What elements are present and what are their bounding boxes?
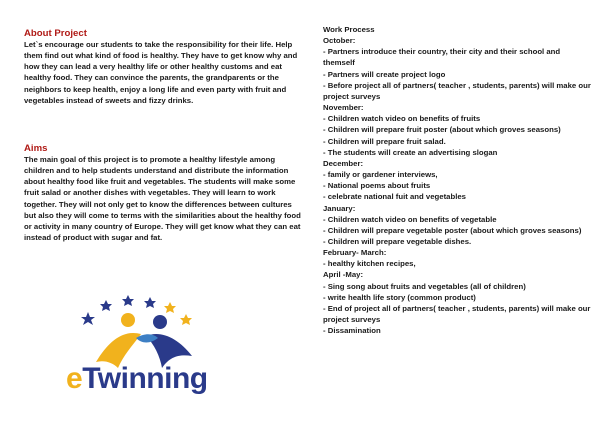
work-process-item: - Partners introduce their country, their city and their school and themself <box>323 47 561 68</box>
work-process-item: - celebrate national fuit and vegetables <box>323 192 466 202</box>
work-process-item: - Partners will create project logo <box>323 69 446 79</box>
work-process-item: - Dissamination <box>323 326 381 336</box>
work-process-item: - Children will prepare vegetable dishes. <box>323 236 472 246</box>
work-process-item: - Before project all of partners( teacher , students, parents) will make our project surveys <box>323 80 591 101</box>
work-process-item: - The students will create an advertising slogan <box>323 147 498 157</box>
aims-heading: Aims <box>24 143 48 154</box>
work-process-month: April -May: <box>323 270 364 280</box>
work-process-month: December: <box>323 158 364 168</box>
etwinning-wordmark <box>66 362 208 396</box>
work-process-list <box>323 24 591 336</box>
work-process-item: - Children will prepare fruit salad. <box>323 136 446 146</box>
work-process-month: October: <box>323 36 356 46</box>
work-process-item: - Sing song about fruits and vegetables (all of children) <box>323 281 526 291</box>
work-process-item: - End of project all of partners( teacher , students, parents) will make our project surveys <box>323 303 591 325</box>
work-process-item: - Children will prepare vegetable poster (about which groves seasons) <box>323 225 582 235</box>
wordmark-rest: Twinning <box>82 362 208 395</box>
work-process-item: - Children watch video on benefits of vegetable <box>323 214 497 224</box>
work-process-item: - Children watch video on benefits of fruits <box>323 114 481 124</box>
work-process-title: Work Process <box>323 25 375 34</box>
work-process-month: January: <box>323 203 356 213</box>
etwinning-emblem-icon <box>66 292 226 372</box>
about-heading: About Project <box>24 28 87 39</box>
work-process-column <box>323 24 591 336</box>
work-process-item: - Children will prepare fruit poster (about which groves seasons) <box>323 125 561 135</box>
about-section <box>24 28 302 106</box>
work-process-month: February- March: <box>323 248 387 258</box>
work-process-item: - National poems about fruits <box>323 181 431 191</box>
wordmark-e: e <box>66 362 83 395</box>
work-process-item: - write health life story (common product) <box>323 292 476 302</box>
about-text: Let`s encourage our students to take the responsibility for their life. Help them find out what kind of food is healthy. They have to get know why and how they can lead a very healthy life or other healthy customs and eat healthy food. They can convince the parents, the grandparents or the neighbors to keep health, enjoy a long life and even party with fruit and vegetables instead of sweets and fizzy drinks. <box>24 40 298 105</box>
work-process-item: - family or gardener interviews, <box>323 170 438 180</box>
work-process-month: November: <box>323 103 364 113</box>
work-process-item: - healthy kitchen recipes, <box>323 259 416 269</box>
aims-section <box>24 143 302 243</box>
aims-text: The main goal of this project is to promote a healthy lifestyle among children and to help students understand and distribute the information about healthy food like fruit and vegetables. The students will make some fruit salad or another dishes with vegetables. They will learn to work together. They will not only get to know the differences between cultures but also they will come to terms with the similarities about the healthy food or activity in many country of Europe. They will get know what they can eat instead of product with sugar and fat. <box>24 155 301 243</box>
